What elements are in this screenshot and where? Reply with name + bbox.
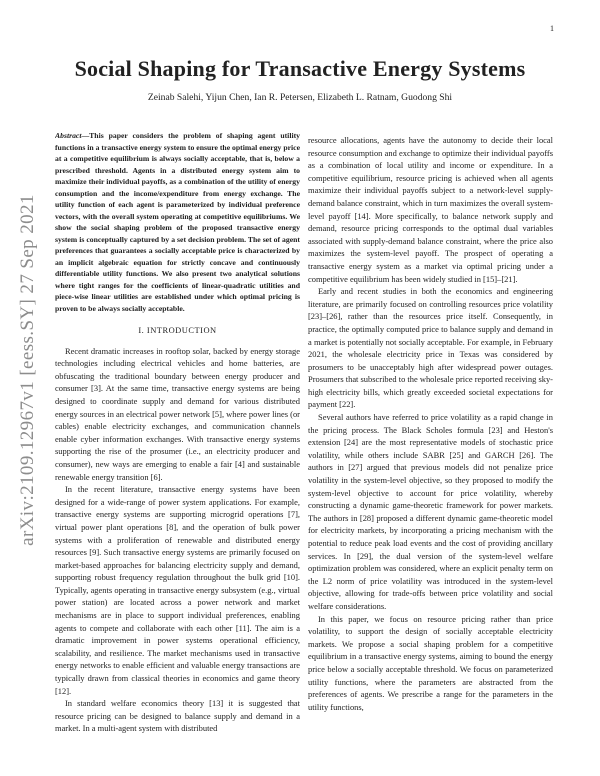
intro-paragraph-3-continued: resource allocations, agents have the autonomy to decide their local resource consumption and exchange to optimize their individual payoffs as a combination of local utility and income or expenditure. In a competitive equilibrium, resource pricing is achieved when all agents maximize their individual payoffs subject to a network-level supply-demand balance constraint, which in turn maximizes the overall system-level payoff [14]. More specifically, to balance network supply and demand, resource pricing corresponds to the optimal dual variables associated with supply-demand balance constraint, where the price also maximizes the system-level payoff. The prospect of operating a transactive energy system as a market via optimal pricing under a competitive equilibrium has been widely studied in [15]–[21]. [308, 135, 553, 284]
intro-paragraph-1: Recent dramatic increases in rooftop solar, backed by energy storage technologies including electrical vehicles and home batteries, are obfuscating the traditional boundary between energy producer and consumer [3]. At the same time, transactive energy systems are being designed to coordinate supply and demand for various distributed energy sources in an electrical power network [5], where power lines (or cables) enable electricity exchanges, and communication channels enable cyber information exchanges. With transactive energy systems supporting the rise of the prosumer (i.e., an electricity producer and consumer), new ways are emerging to enable a fair [4] and sustainable renewable energy transition [6]. [55, 345, 300, 482]
intro-paragraph-6: In this paper, we focus on resource pricing rather than price volatility, to support the design of socially acceptable electricity markets. We propose a social shaping problem for a competitive equilibrium in a transactive energy systems, aiming to bound the energy price below a socially acceptable threshold. We focus on parameterized utility functions, where the parameters are abstracted from the preferences of agents. We prescribe a range for the parameters in the utility functions, [308, 613, 553, 712]
abstract-label: Abstract [55, 131, 82, 140]
author-list: Zeinab Salehi, Yijun Chen, Ian R. Petersen, Elizabeth L. Ratnam, Guodong Shi [147, 92, 453, 103]
section-numeral: I. [138, 325, 145, 335]
arxiv-identifier-text: arXiv:2109.12967v1 [eess.SY] 27 Sep 2021 [17, 194, 39, 546]
abstract [55, 130, 300, 314]
intro-paragraph-4: Early and recent studies in both the economics and engineering literature, are primarily focused on controlling resources price volatility [23]–[26], rather than the resources price itself. Consequently, in practice, the optimally computed price to balance supply and demand in a market is potentially not socially acceptable. For example, in February 2021, the wholesale electricity price in Texas was considered by prosumers to be unacceptably high after widespread power outages. Prosumers that subscribed to the wholesale price reported receiving sky-high electricity bills, which greatly exceeded societal expectations for payment [22]. [308, 286, 553, 410]
paper-title: Social Shaping for Transactive Energy Systems [74, 56, 526, 81]
left-column [55, 130, 300, 760]
section-heading-introduction [55, 324, 300, 337]
intro-paragraph-5: Several authors have referred to price volatility as a rapid change in the pricing process. The Black Scholes formula [23] and Heston's extension [24] are the most representative models of stochastic price volatility, while others include SABR [25] and GARCH [26]. The authors in [27] argued that previous models did not penalize price volatility in the system-level objective, so they proposed to modify the system-level objective to account for price volatility, whereby constructing a dynamic game-theoretic framework for power markets. The authors in [28] proposed a different dynamic game-theoretic model for electricity markets, by incorporating a pricing mechanism with the potential to reduce peak load events and the cost of providing ancillary services. In [29], the dual version of the system-level welfare optimization problem was considered, where an explicit penalty term on the L2 norm of price volatility was introduced in the system-level objective, allowing for trade-offs between price volatility and social welfare considerations. [308, 412, 553, 611]
page-number: 1 [550, 24, 554, 33]
right-column [308, 134, 553, 764]
intro-paragraph-3: In standard welfare economics theory [13] it is suggested that resource pricing can be designed to balance supply and demand in a market. In a multi-agent system with distributed [55, 698, 300, 734]
section-title: INTRODUCTION [146, 325, 217, 335]
abstract-text: —This paper considers the problem of shaping agent utility functions in a transactive energy system to ensure the optimal energy price at a competitive equilibrium is always socially acceptable, that is, below a prescribed threshold. Agents in a distributed energy system aim to maximize their individual payoffs, as a combination of the utility of energy consumption and the income/expenditure from energy exchange. The utility function of each agent is parameterized by individual preference vectors, with the overall system operating at competitive equilibriums. We show the social shaping problem of the proposed transactive energy system is conceptually captured by a set decision problem. The set of agent preferences that guarantees a socially acceptable price is characterized by an implicit algebraic equation for strictly concave and continuously differentiable utility functions. We also present two analytical solutions where tight ranges for the coefficients of linear-quadratic utilities and piece-wise linear utilities are established under which optimal pricing is proven to be always socially acceptable. [55, 131, 300, 313]
intro-paragraph-2: In the recent literature, transactive energy systems have been designed for a wide-range of power system applications. For example, transactive energy systems are supporting microgrid operations [7], virtual power plant operations [8], and the operation of bulk power systems with a proliferation of renewable and distributed energy resources [9]. Such transactive energy systems are primarily focused on market-based approaches for balancing electricity supply and demand, supporting robust frequency regulation throughout the bulk grid [10]. Typically, agents operating in transactive energy subsystem (e.g., virtual power station) are located across a power network and market mechanisms are in place to support individual preferences, enabling agents to compete and collaborate with each other [11]. The aim is a dramatic improvement in power systems operational efficiency, scalability, and resilience. The market mechanisms used in transactive energy networks to enable efficient and valuable energy transactions are typically drawn from classical theories in economics and game theory [12]. [55, 484, 300, 696]
arxiv-identifier [9, 150, 47, 590]
